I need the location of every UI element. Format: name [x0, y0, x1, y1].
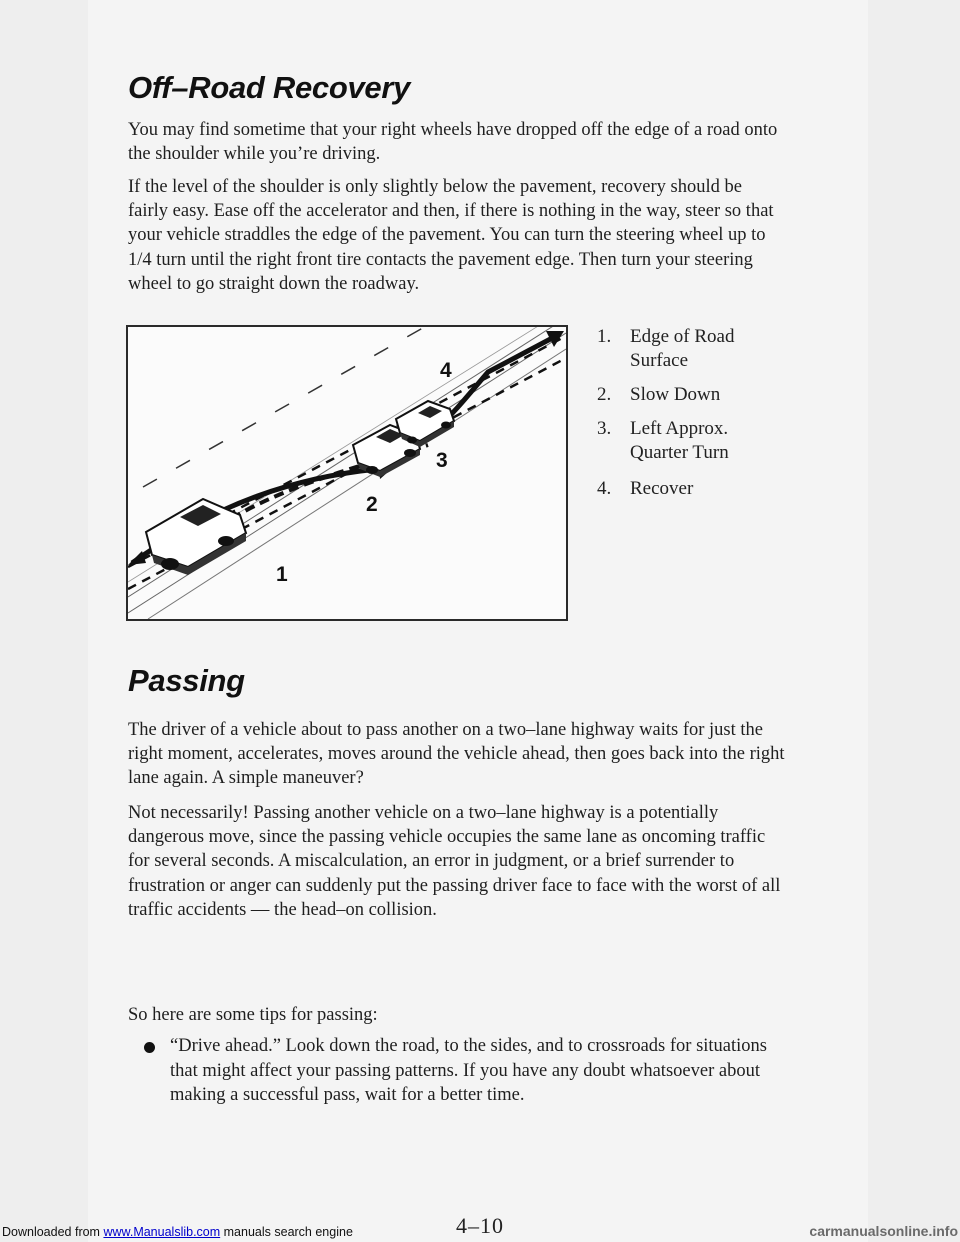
legend-item	[587, 383, 787, 417]
legend-label: Edge of Road Surface	[630, 326, 735, 371]
passing-paragraph-2: Not necessarily! Passing another vehicle on a two–lane highway is a potentially dangerous move, since the passing vehicle occupies the same lane as oncoming traffic for several seconds. A miscalculation, an error in judgment, or a brief surrender to frustration or anger can suddenly put the passing driver face to face with the worst of all traffic accidents — the head–on collision.	[128, 803, 781, 920]
passing-tip-bullet	[170, 1034, 795, 1108]
download-footer	[2, 1225, 353, 1239]
car-icon	[146, 499, 246, 575]
off-road-paragraph-1: You may find sometime that your right wheels have dropped off the edge of a road onto the shoulder while you’re driving.	[128, 120, 778, 165]
callout-4: 4	[440, 359, 452, 382]
legend-number: 3.	[597, 418, 612, 439]
footer-suffix: manuals search engine	[220, 1225, 353, 1239]
legend-item	[587, 477, 787, 501]
footer-prefix: Downloaded from	[2, 1225, 104, 1239]
callout-3: 3	[436, 449, 448, 472]
legend-label: Recover	[630, 478, 694, 499]
manualslib-link[interactable]: www.Manualslib.com	[103, 1225, 221, 1239]
page-number: 4–10	[456, 1213, 504, 1238]
watermark-text: carmanualsonline.info	[809, 1223, 958, 1239]
legend-label: Left Approx. Quarter Turn	[630, 418, 729, 463]
road-edge-line	[148, 349, 566, 619]
passing-paragraph-3: So here are some tips for passing:	[128, 1005, 378, 1025]
road-diagram	[128, 327, 566, 619]
car-icon	[396, 401, 454, 447]
legend-label: Slow Down	[630, 384, 721, 405]
passing-tip-text: “Drive ahead.” Look down the road, to the sides, and to crossroads for situations that might affect your passing patterns. If you have any doubt whatsoever about making a successful pass, wait for a better time.	[170, 1036, 767, 1105]
off-road-recovery-illustration	[126, 325, 568, 621]
legend-number: 1.	[597, 326, 612, 347]
legend-item	[587, 325, 787, 383]
passing-paragraph-1: The driver of a vehicle about to pass another on a two–lane highway waits for just the right moment, accelerates, moves around the vehicle ahead, then goes back into the right lane again. A simple maneuver?	[128, 720, 785, 789]
callout-2: 2	[366, 493, 378, 516]
figure-legend	[587, 325, 787, 501]
heading-off-road-recovery: Off–Road Recovery	[128, 70, 411, 105]
heading-passing: Passing	[128, 663, 245, 698]
legend-number: 4.	[597, 478, 612, 499]
legend-item	[587, 417, 787, 477]
off-road-paragraph-2: If the level of the shoulder is only slightly below the pavement, recovery should be fairly easy. Ease off the accelerator and then, if there is nothing in the way, steer so that your vehicle straddles the edge of the pavement. You can turn the steering wheel up to 1/4 turn until the right front tire contacts the pavement edge. Then turn your steering wheel to go straight down the roadway.	[128, 177, 774, 294]
callout-1: 1	[276, 563, 288, 586]
bullet-icon	[144, 1042, 155, 1053]
legend-number: 2.	[597, 384, 612, 405]
